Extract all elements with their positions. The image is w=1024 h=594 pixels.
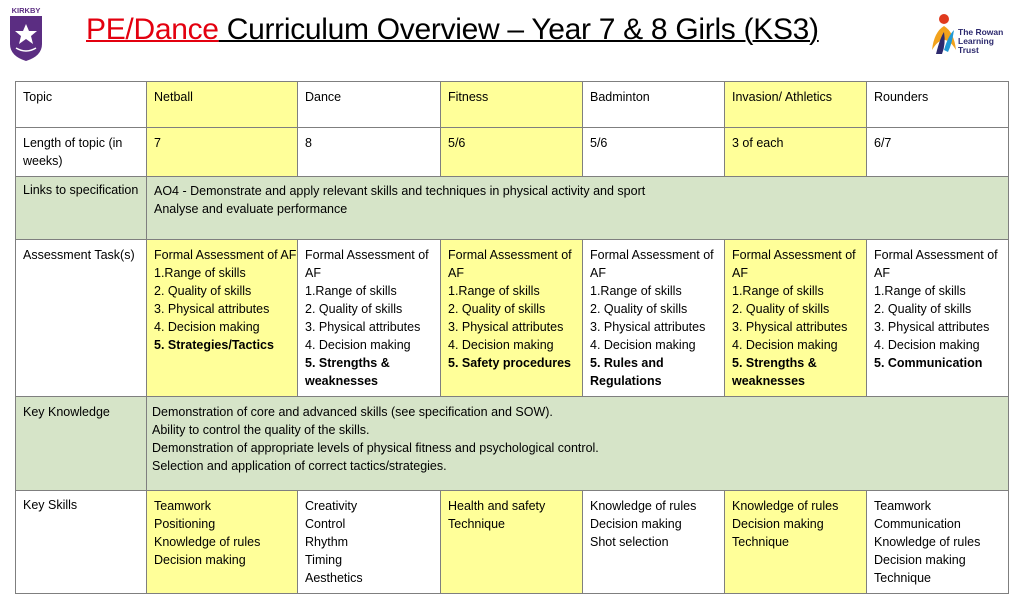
assessment-bold-line: 5. Safety procedures — [448, 356, 571, 370]
row-label: Key Skills — [16, 491, 147, 594]
assessment-line: 4. Decision making — [154, 320, 260, 334]
assessment-line: AF — [732, 266, 748, 280]
assessment-line: Formal Assessment of — [732, 248, 856, 262]
row-length — [16, 128, 1009, 177]
links-line: Analyse and evaluate performance — [154, 202, 348, 216]
trust-name: The Rowan Learning Trust — [958, 27, 1004, 55]
assessment-line: Formal Assessment of — [305, 248, 429, 262]
skill-item: Technique — [448, 517, 505, 531]
skills-cell — [147, 491, 298, 594]
assessment-bold-line: 5. Communication — [874, 356, 983, 370]
row-topic — [16, 82, 1009, 128]
assessment-line: 1.Range of skills — [874, 284, 966, 298]
length-cell: 8 — [298, 128, 441, 177]
assessment-line: 3. Physical attributes — [448, 320, 564, 334]
length-cell: 5/6 — [583, 128, 725, 177]
assessment-bold-line: 5. Strengths & — [305, 356, 390, 370]
trust-emblem-icon — [928, 10, 960, 56]
skills-cell — [725, 491, 867, 594]
assessment-line: 4. Decision making — [732, 338, 838, 352]
length-cell: 7 — [147, 128, 298, 177]
knowledge-line: Ability to control the quality of the skills. — [152, 423, 370, 437]
skill-item: Positioning — [154, 517, 216, 531]
skills-cell — [583, 491, 725, 594]
skill-item: Decision making — [154, 553, 246, 567]
assessment-line: 2. Quality of skills — [448, 302, 546, 316]
row-knowledge — [16, 397, 1009, 491]
assessment-line: 2. Quality of skills — [590, 302, 688, 316]
topic-cell: Badminton — [583, 82, 725, 128]
assessment-line: 1.Range of skills — [305, 284, 397, 298]
assessment-line: 4. Decision making — [448, 338, 554, 352]
skill-item: Teamwork — [154, 499, 211, 513]
assessment-line: 4. Decision making — [874, 338, 980, 352]
skill-item: Decision making — [590, 517, 682, 531]
assessment-line: 4. Decision making — [590, 338, 696, 352]
row-label: Links to specification — [16, 177, 147, 240]
length-cell: 3 of each — [725, 128, 867, 177]
assessment-line: Formal Assessment of — [874, 248, 998, 262]
row-label: Assessment Task(s) — [16, 240, 147, 397]
skill-item: Decision making — [874, 553, 966, 567]
skill-item: Rhythm — [305, 535, 349, 549]
topic-cell: Netball — [147, 82, 298, 128]
skill-item: Knowledge of rules — [590, 499, 697, 513]
length-cell: 6/7 — [867, 128, 1009, 177]
assessment-cell — [867, 240, 1009, 397]
row-links — [16, 177, 1009, 240]
title-highlight: PE/Dance — [86, 13, 219, 46]
assessment-line: 4. Decision making — [305, 338, 411, 352]
assessment-line: 1.Range of skills — [590, 284, 682, 298]
skill-item: Knowledge of rules — [154, 535, 261, 549]
assessment-line: 2. Quality of skills — [154, 284, 252, 298]
assessment-bold-line: weaknesses — [732, 374, 805, 388]
skill-item: Aesthetics — [305, 571, 363, 585]
row-assessment — [16, 240, 1009, 397]
assessment-cell — [441, 240, 583, 397]
skill-item: Technique — [732, 535, 789, 549]
knowledge-line: Demonstration of appropriate levels of physical fitness and psychological control. — [152, 441, 599, 455]
assessment-line: 2. Quality of skills — [874, 302, 972, 316]
row-skills — [16, 491, 1009, 594]
skill-item: Teamwork — [874, 499, 931, 513]
topic-cell: Fitness — [441, 82, 583, 128]
skill-item: Knowledge of rules — [732, 499, 839, 513]
assessment-line: AF — [448, 266, 464, 280]
assessment-cell — [725, 240, 867, 397]
assessment-bold-line: 5. Strengths & — [732, 356, 817, 370]
skill-item: Communication — [874, 517, 961, 531]
assessment-line: 1.Range of skills — [448, 284, 540, 298]
assessment-line: Formal Assessment of — [448, 248, 572, 262]
row-label: Length of topic (in weeks) — [16, 128, 147, 177]
assessment-line: 3. Physical attributes — [732, 320, 848, 334]
page-title — [86, 8, 819, 52]
assessment-bold-line: 5. Strategies/Tactics — [154, 338, 274, 352]
skills-cell — [441, 491, 583, 594]
assessment-bold-line: Regulations — [590, 374, 662, 388]
knowledge-line: Selection and application of correct tactics/strategies. — [152, 459, 447, 473]
skill-item: Technique — [874, 571, 931, 585]
skill-item: Decision making — [732, 517, 824, 531]
assessment-line: AF — [590, 266, 606, 280]
assessment-line: 3. Physical attributes — [590, 320, 706, 334]
knowledge-line: Demonstration of core and advanced skills (see specification and SOW). — [152, 405, 553, 419]
skill-item: Health and safety — [448, 499, 546, 513]
rowan-learning-trust-logo — [928, 10, 1012, 56]
assessment-line: AF — [874, 266, 890, 280]
title-rest: Curriculum Overview – Year 7 & 8 Girls (KS3) — [218, 13, 819, 46]
row-label: Key Knowledge — [16, 397, 147, 491]
assessment-cell — [147, 240, 298, 397]
knowledge-cell — [147, 397, 1009, 491]
skill-item: Creativity — [305, 499, 358, 513]
school-logo-text: KIRKBY — [11, 6, 41, 15]
assessment-line: 2. Quality of skills — [732, 302, 830, 316]
assessment-cell — [583, 240, 725, 397]
topic-cell: Dance — [298, 82, 441, 128]
assessment-line: AF — [305, 266, 321, 280]
assessment-line: 1.Range of skills — [154, 266, 246, 280]
assessment-cell — [298, 240, 441, 397]
skill-item: Control — [305, 517, 346, 531]
skills-cell — [298, 491, 441, 594]
skill-item: Shot selection — [590, 535, 669, 549]
skill-item: Knowledge of rules — [874, 535, 981, 549]
topic-cell: Rounders — [867, 82, 1009, 128]
assessment-line: 1.Range of skills — [732, 284, 824, 298]
assessment-line: 3. Physical attributes — [874, 320, 990, 334]
assessment-line: Formal Assessment of — [590, 248, 714, 262]
school-crest-logo — [8, 4, 44, 62]
skills-cell — [867, 491, 1009, 594]
assessment-line: 2. Quality of skills — [305, 302, 403, 316]
assessment-bold-line: 5. Rules and — [590, 356, 664, 370]
length-cell: 5/6 — [441, 128, 583, 177]
topic-cell: Invasion/ Athletics — [725, 82, 867, 128]
curriculum-table — [15, 81, 1009, 594]
row-label: Topic — [16, 82, 147, 128]
assessment-line: Formal Assessment of AF — [154, 248, 297, 262]
skill-item: Timing — [305, 553, 343, 567]
links-line: AO4 - Demonstrate and apply relevant skills and techniques in physical activity and sport — [154, 184, 646, 198]
links-cell — [147, 177, 1009, 240]
assessment-bold-line: weaknesses — [305, 374, 378, 388]
assessment-line: 3. Physical attributes — [305, 320, 421, 334]
assessment-line: 3. Physical attributes — [154, 302, 270, 316]
